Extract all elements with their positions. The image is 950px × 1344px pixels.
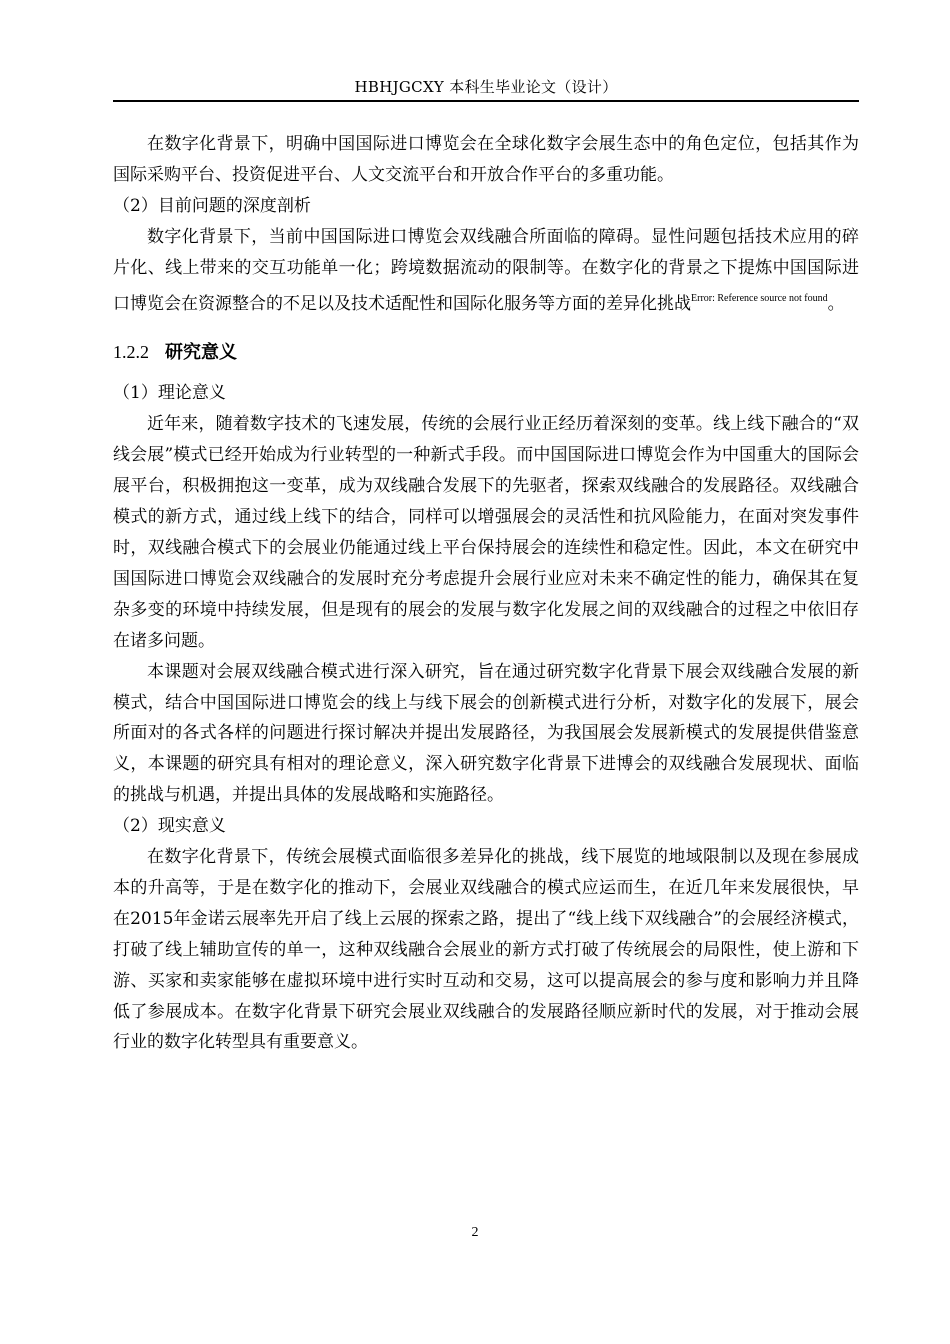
body-text	[113, 129, 859, 1058]
paragraph-practical: 在数字化背景下，传统会展模式面临很多差异化的挑战，线下展览的地域限制以及现在参展成本的升高等，于是在数字化的推动下，会展业双线融合的模式应运而生，在近几年来发展很快，早在2015年金诺云展率先开启了线上云展的探索之路，提出了“线上线下双线融合”的会展经济模式，打破了线上辅助宣传的单一，这种双线融合会展业的新方式打破了传统展会的局限性，使上游和下游、买家和卖家能够在虚拟环境中进行实时互动和交易，这可以提高展会的参与度和影响力并且降低了参展成本。在数字化背景下研究会展业双线融合的发展路径顺应新时代的发展，对于推动会展行业的数字化转型具有重要意义。	[113, 847, 859, 1053]
paragraph-role-positioning: 在数字化背景下，明确中国国际进口博览会在全球化数字会展生态中的角色定位，包括其作为国际采购平台、投资促进平台、人文交流平台和开放合作平台的多重功能。	[113, 134, 859, 185]
paragraph-problem-analysis	[113, 222, 859, 320]
subheading-problem-analysis: （2）目前问题的深度剖析	[113, 195, 311, 216]
section-heading	[113, 327, 859, 378]
running-header: HBHJGCXY 本科生毕业论文（设计）	[354, 78, 618, 96]
paragraph-theoretical-1: 近年来，随着数字技术的飞速发展，传统的会展行业正经历着深刻的变革。线上线下融合的“双线会展”模式已经开始成为行业转型的一种新式手段。而中国国际进口博览会作为中国重大的国际会展平台，积极拥抱这一变革，成为双线融合发展下的先驱者，探索双线融合的发展路径。双线融合模式的新方式，通过线上线下的结合，同样可以增强展会的灵活性和抗风险能力，在面对突发事件时，双线融合模式下的会展业仍能通过线上平台保持展会的连续性和稳定性。因此，本文在研究中国国际进口博览会双线融合的发展时充分考虑提升会展行业应对未来不确定性的能力，确保其在复杂多变的环境中持续发展，但是现有的展会的发展与数字化发展之间的双线融合的过程之中依旧存在诸多问题。	[113, 414, 859, 651]
subheading-practical-significance: （2）现实意义	[113, 816, 226, 837]
section-title: 研究意义	[165, 342, 237, 364]
paragraph-theoretical-2: 本课题对会展双线融合模式进行深入研究，旨在通过研究数字化背景下展会双线融合发展的新模式，结合中国国际进口博览会的线上与线下展会的创新模式进行分析，对数字化的发展下，展会所面对的各式各样的问题进行探讨解决并提出发展路径，为我国展会发展新模式的发展提供借鉴意义，本课题的研究具有相对的理论意义，深入研究数字化背景下进博会的双线融合发展现状、面临的挑战与机遇，并提出具体的发展战略和实施路径。	[113, 661, 859, 806]
reference-error: Error: Reference source not found	[691, 292, 828, 304]
subheading-theoretical-significance: （1）理论意义	[113, 383, 226, 404]
paragraph-problem-analysis-end: 。	[827, 293, 845, 314]
header-rule	[113, 100, 859, 102]
section-number: 1.2.2	[113, 342, 149, 363]
paragraph-problem-analysis-text: 数字化背景下，当前中国国际进口博览会双线融合所面临的障碍。显性问题包括技术应用的碎片化、线上带来的交互功能单一化；跨境数据流动的限制等。在数字化的背景之下提炼中国国际进口博览会在资源整合的不足以及技术适配性和国际化服务等方面的差异化挑战	[113, 226, 859, 314]
page-number: 2	[471, 1225, 479, 1240]
